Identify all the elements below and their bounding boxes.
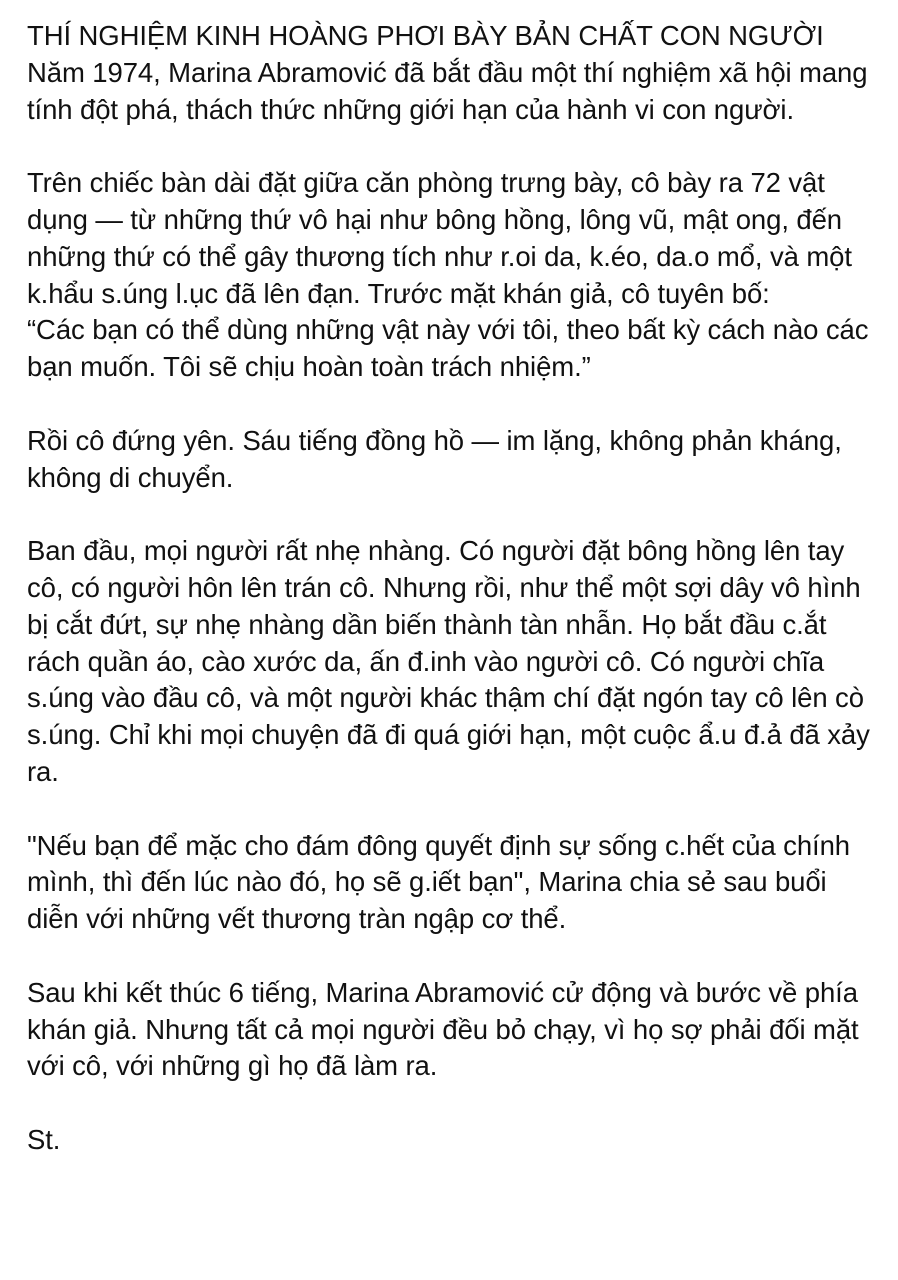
paragraph-stillness: Rồi cô đứng yên. Sáu tiếng đồng hồ — im lặng, không phản kháng, không di chuyển. [27,424,842,493]
paragraph-ending: Sau khi kết thúc 6 tiếng, Marina Abramović cử động và bước về phía khán giả. Nhưng tất cả mọi người đều bỏ chạy, vì họ sợ phải đối mặt với cô, với những gì họ đã làm ra. [27,976,859,1082]
post-title: THÍ NGHIỆM KINH HOÀNG PHƠI BÀY BẢN CHẤT CON NGƯỜI [27,20,824,51]
paragraph-quote: “Các bạn có thể dùng những vật này với tôi, theo bất kỳ cách nào các bạn muốn. Tôi sẽ chịu hoàn toàn trách nhiệm.” [27,314,869,383]
paragraph-escalation: Ban đầu, mọi người rất nhẹ nhàng. Có người đặt bông hồng lên tay cô, có người hôn lên trán cô. Nhưng rồi, như thể một sợi dây vô hình bị cắt đứt, sự nhẹ nhàng dần biến thành tàn nhẫn. Họ bắt đầu c.ắt rách quần áo, cào xước da, ấn đ.inh vào người cô. Có người chĩa s.úng vào đầu cô, và một người khác thậm chí đặt ngón tay cô lên cò s.úng. Chỉ khi mọi chuyện đã đi quá giới hạn, một cuộc ẩ.u đ.ả đã xảy ra. [27,535,870,787]
post-signature: St. [27,1123,61,1155]
paragraph-objects: Trên chiếc bàn dài đặt giữa căn phòng trưng bày, cô bày ra 72 vật dụng — từ những thứ vô hại như bông hồng, lông vũ, mật ong, đến những thứ có thể gây thương tích như r.oi da, k.éo, da.o mổ, và một k.hẩu s.úng l.ục đã lên đạn. Trước mặt khán giả, cô tuyên bố: [27,167,852,309]
paragraph-marina-quote: "Nếu bạn để mặc cho đám đông quyết định sự sống c.hết của chính mình, thì đến lúc nào đó, họ sẽ g.iết bạn", Marina chia sẻ sau buổi diễn với những vết thương tràn ngập cơ thể. [27,829,850,935]
post-body [27,18,877,1159]
paragraph-intro: Năm 1974, Marina Abramović đã bắt đầu một thí nghiệm xã hội mang tính đột phá, thách thức những giới hạn của hành vi con người. [27,56,868,125]
